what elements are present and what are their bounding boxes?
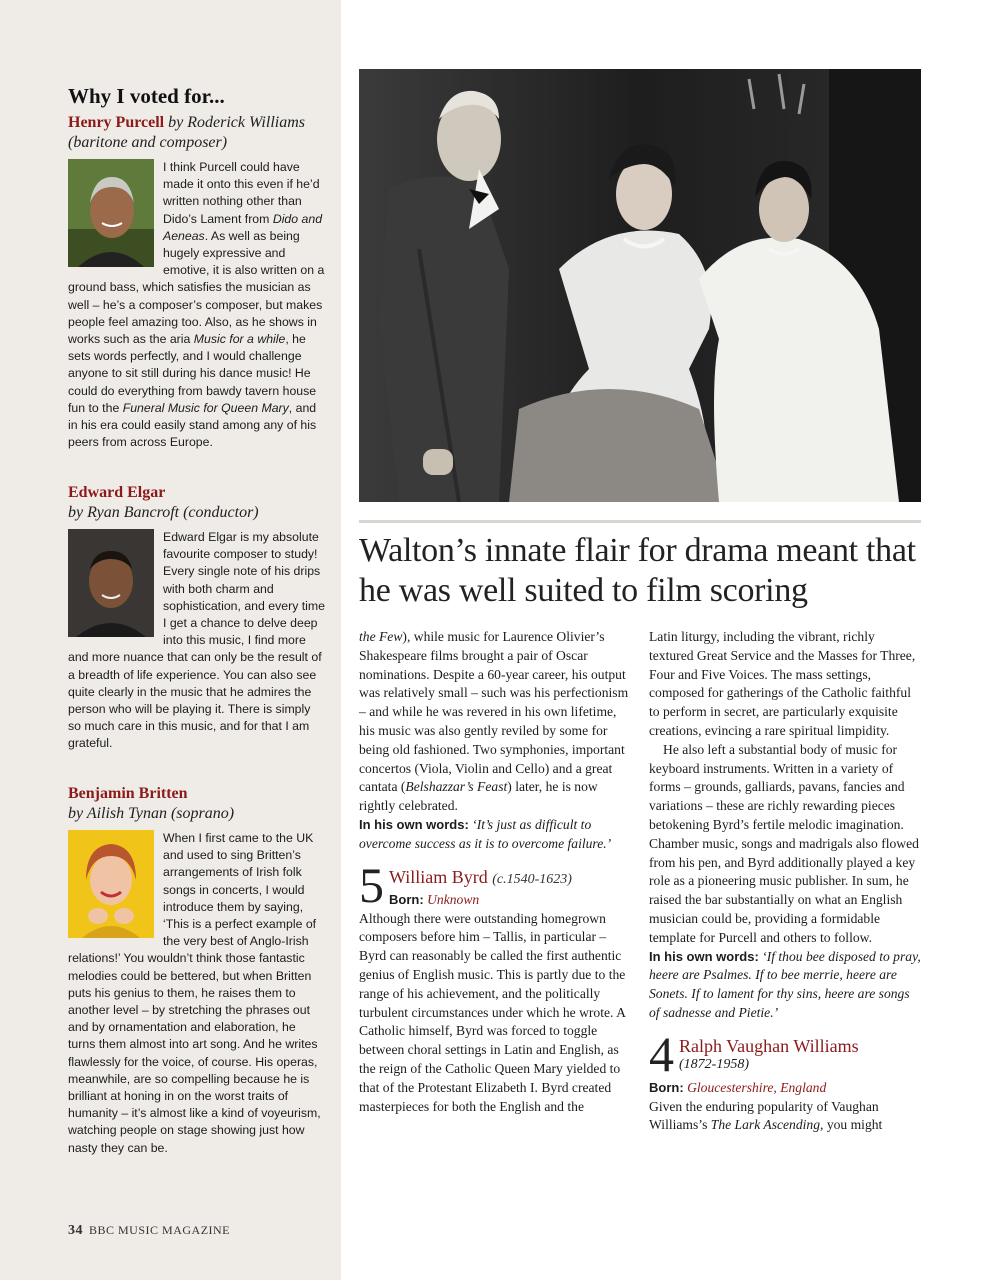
article-column-1 bbox=[359, 628, 631, 1116]
purcell-section bbox=[68, 113, 326, 451]
purcell-text-3: , he sets words perfectly, and I would challenge anyone to sit still during his dance music! He could do everything from bawdy tavern house fun to the bbox=[68, 332, 317, 415]
purcell-work-3: Funeral Music for Queen Mary bbox=[122, 400, 289, 415]
purcell-work-2: Music for a while bbox=[193, 332, 286, 347]
rvw-years: (1872-1958) bbox=[679, 1056, 749, 1072]
rvw-name: Ralph Vaughan Williams bbox=[679, 1035, 859, 1056]
purcell-name: Henry Purcell bbox=[68, 114, 165, 131]
britten-text: When I first came to the UK and used to sing Britten’s arrangements of Irish folk songs in concerts, I would introduce them by saying, ‘This is a perfect example of the very best of Anglo-Irish relations!’ You wouldn’t think those fantastic melodies could be bettered, but when Britten puts his genius to them, he raises them to another level – by stretching the phrases out and by ornamentation and elaboration, he turns them almost into art song. And he writes flawlessly for the voice, of course. His operas, meanwhile, are so compelling because he is brilliant at honing in on the worst traits of humanity – it’s almost like a kind of voyeurism, watching people on stage showing just how nasty they can be. bbox=[68, 831, 321, 1155]
britten-name: Benjamin Britten bbox=[68, 785, 188, 802]
walton-text-end: ) later, he is now rightly celebrated. bbox=[359, 779, 598, 814]
ryan-bancroft-photo bbox=[68, 529, 154, 637]
ailish-tynan-photo bbox=[68, 830, 154, 938]
rvw-paragraph bbox=[649, 1098, 921, 1136]
byrd-name: William Byrd bbox=[389, 866, 488, 887]
britten-voter: by Ailish Tynan (soprano) bbox=[68, 805, 235, 822]
elgar-section bbox=[68, 483, 326, 753]
byrd-quote bbox=[649, 948, 921, 1023]
sidebar-heading: Why I voted for... bbox=[68, 84, 225, 108]
walton-paragraph bbox=[359, 628, 631, 816]
walton-quote-text: ‘It’s just as difficult to overcome success as it is to overcome failure.’ bbox=[359, 816, 612, 851]
article-column-2 bbox=[649, 628, 921, 1135]
purcell-voter: by Roderick Williams (baritone and composer) bbox=[68, 114, 305, 151]
headline-rule bbox=[359, 520, 921, 523]
purcell-text-2: . As well as being hugely expressive and emotive, it is also written on a ground bass, which satisfies the musician as well – he’s a composer’s composer, but makes people feel amazing too. Also, as he shows in works such as the aria bbox=[68, 228, 325, 347]
byrd-paragraph-3: He also left a substantial body of music for keyboard instruments. Written in a variety of forms – grounds, galliards, pavans, fancies and variations – these are richly rewarding pieces betokening Byrd’s fertile melodic imagination. Chamber music, songs and madrigals also flowed from his pen, and Byrd additionally played a key role as a pioneering music publisher. In sum, he raised the bar substantially on what an English musician could be, providing a formidable template for Purcell and others to follow. bbox=[649, 741, 919, 945]
elgar-voter: by Ryan Bancroft (conductor) bbox=[68, 504, 259, 521]
byrd-paragraph: Although there were outstanding homegrown composers before him – Tallis, in particular –Byrd can reasonably be called the first authentic genius of English music. This is partly due to the range of his achievement, and the politically turbulent circumstances under which he wrote. A Catholic himself, Byrd was forced to toggle between choral settings in Latin and English, as the reign of the Catholic Queen Mary yielded to that of the Protestant Elizabeth I. Byrd created masterpieces for both the English and the bbox=[359, 910, 626, 1114]
rvw-work: The Lark Ascending bbox=[710, 1117, 821, 1133]
britten-section bbox=[68, 784, 326, 1157]
magazine-name: BBC MUSIC MAGAZINE bbox=[89, 1223, 231, 1237]
rvw-born: Gloucestershire, England bbox=[687, 1079, 827, 1095]
purcell-work-1: Dido and Aeneas bbox=[163, 211, 323, 243]
rvw-born-line bbox=[649, 1079, 921, 1098]
pull-quote-headline: Walton’s innate flair for drama meant that he was well suited to film scoring bbox=[359, 532, 916, 609]
sidebar-panel bbox=[0, 0, 341, 1280]
walton-film-title: the Few bbox=[359, 629, 403, 644]
rvw-entry-header bbox=[649, 1025, 921, 1082]
walton-quote-label: In his own words: bbox=[359, 816, 469, 832]
walton-text: ), while music for Laurence Olivier’s Shakespeare films brought a pair of Oscar nominations. Despite a 60-year career, his output was relatively small – such was his perfectionism – and while he was revered in his own lifetime, his music was also gently reviled by some for being old fashioned. Two symphonies, important concertos (Viola, Violin and Cello) and a great cantata ( bbox=[359, 629, 629, 795]
walton-archive-photo bbox=[359, 69, 921, 502]
byrd-years: (c.1540-1623) bbox=[492, 871, 572, 887]
elgar-text: Edward Elgar is my absolute favourite composer to study! Every single note of his drips with both charm and sophistication, and every time I get a chance to delve deep into this music, I find more and more nuance that can only be the result of a breadth of life experience. You can also see quite clearly in the music that he admires the person who will be playing it. There is simply so much care in this music, and for that I am grateful. bbox=[68, 530, 325, 751]
elgar-name: Edward Elgar bbox=[68, 484, 166, 501]
page-number: 34 bbox=[68, 1223, 83, 1238]
byrd-quote-text: ‘If thou bee disposed to pray, heere are Psalmes. If to bee merrie, heere are Sonets. If to lament for thy sins, heere are songs of sadnesse and Pietie.’ bbox=[649, 948, 921, 1020]
walton-quote bbox=[359, 816, 631, 854]
rvw-text-start: Given the enduring popularity of Vaughan Williams’s bbox=[649, 1098, 879, 1133]
rvw-rank: 4 bbox=[649, 1025, 674, 1082]
byrd-quote-label: In his own words: bbox=[649, 948, 759, 964]
byrd-born-label: Born: bbox=[389, 891, 424, 907]
byrd-paragraph-2: Latin liturgy, including the vibrant, richly textured Great Service and the Masses for Three, Four and Five Voices. The mass settings, composed for gatherings of the Catholic faithful to perform in secret, are particularly exquisite creations, evincing a rare spiritual limpidity. bbox=[649, 629, 916, 738]
roderick-williams-photo bbox=[68, 159, 154, 267]
byrd-entry-header bbox=[359, 856, 631, 913]
byrd-born: Unknown bbox=[427, 891, 480, 907]
purcell-text-1: I think Purcell could have made it onto this even if he’d written nothing other than Dido’s Lament from bbox=[163, 160, 320, 226]
walton-work: Belshazzar’s Feast bbox=[405, 779, 508, 795]
page-footer bbox=[68, 1223, 230, 1239]
byrd-rank: 5 bbox=[359, 856, 384, 913]
purcell-text-4: , and in his era could easily stand among any of his peers from across Europe. bbox=[68, 400, 317, 450]
rvw-text-end: , you might bbox=[820, 1117, 883, 1133]
rvw-born-label: Born: bbox=[649, 1079, 684, 1095]
